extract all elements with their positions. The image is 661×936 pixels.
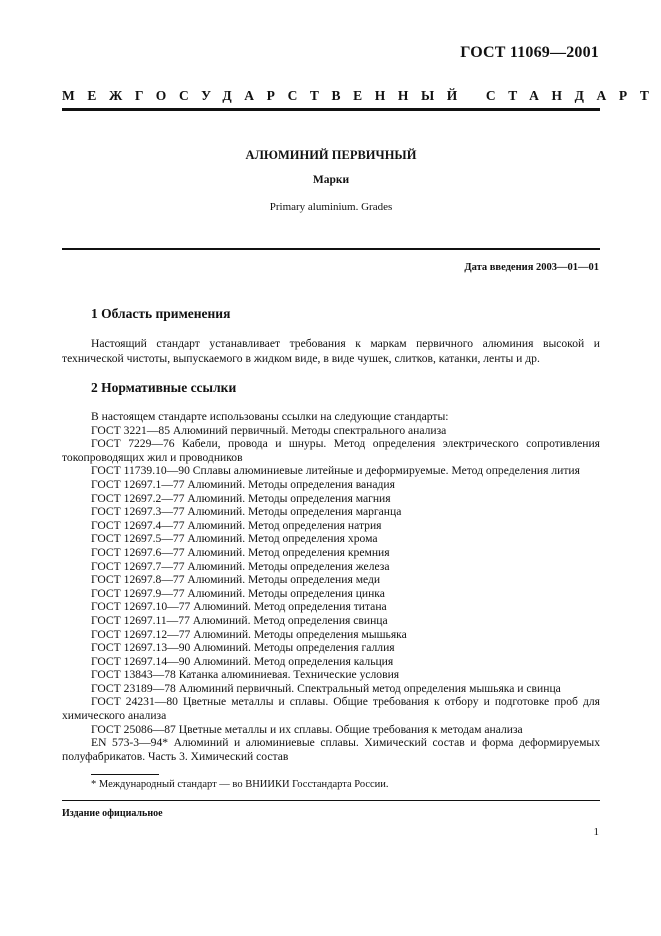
- page-number: 1: [593, 826, 599, 838]
- reference-item: ГОСТ 12697.1—77 Алюминий. Методы определения ванадия: [91, 477, 395, 491]
- document-title: АЛЮМИНИЙ ПЕРВИЧНЫЙ: [245, 148, 417, 162]
- reference-item: ГОСТ 12697.2—77 Алюминий. Методы определения магния: [91, 491, 391, 505]
- standard-banner: МЕЖГОСУДАРСТВЕННЫЙ СТАНДАРТ: [62, 88, 661, 103]
- edition-label: Издание официальное: [62, 808, 163, 819]
- english-title: Primary aluminium. Grades: [269, 201, 393, 213]
- header-rule: [62, 108, 600, 111]
- scope-text: Настоящий стандарт устанавливает требования к маркам первичного алюминия высокой и технической чистоты, выпускаемого в жидком виде, в виде чушек, слитков, катанки, ленты и др.: [62, 337, 600, 365]
- reference-item: ГОСТ 12697.14—90 Алюминий. Метод определения кальция: [91, 654, 394, 668]
- reference-item: ГОСТ 12697.4—77 Алюминий. Метод определения натрия: [91, 518, 382, 532]
- reference-item: ГОСТ 7229—76 Кабели, провода и шнуры. Метод определения электрического сопротивления токопроводящих жил и проводников: [62, 437, 600, 464]
- reference-item: ГОСТ 3221—85 Алюминий первичный. Методы спектрального анализа: [91, 423, 447, 437]
- reference-item: ГОСТ 23189—78 Алюминий первичный. Спектральный метод определения мышьяка и свинца: [91, 681, 561, 695]
- references-list: [62, 410, 600, 763]
- standard-code: ГОСТ 11069—2001: [460, 44, 599, 61]
- reference-item: ГОСТ 13843—78 Катанка алюминиевая. Технические условия: [91, 668, 400, 682]
- reference-item: ГОСТ 12697.8—77 Алюминий. Методы определения меди: [91, 573, 381, 587]
- reference-item: ГОСТ 12697.6—77 Алюминий. Метод определения кремния: [91, 545, 390, 559]
- reference-item: EN 573-3—94* Алюминий и алюминиевые сплавы. Химический состав и форма деформируемых полуфабрикатов. Часть 3. Химический состав: [62, 736, 600, 763]
- reference-item: ГОСТ 12697.10—77 Алюминий. Метод определения титана: [91, 600, 387, 614]
- reference-item: ГОСТ 12697.11—77 Алюминий. Метод определения свинца: [91, 613, 388, 627]
- reference-item: ГОСТ 12697.5—77 Алюминий. Метод определения хрома: [91, 532, 378, 546]
- introduction-date: Дата введения 2003—01—01: [464, 262, 599, 273]
- reference-item: ГОСТ 12697.3—77 Алюминий. Методы определения марганца: [91, 505, 402, 519]
- reference-item: ГОСТ 12697.13—90 Алюминий. Методы определения галлия: [91, 641, 395, 655]
- document-subtitle: Марки: [312, 174, 350, 186]
- footer-rule: [62, 800, 600, 801]
- section-heading-scope: 1 Область применения: [91, 306, 231, 321]
- footnote-rule: [91, 774, 159, 775]
- section-heading-references: 2 Нормативные ссылки: [91, 380, 237, 395]
- scope-paragraph: [62, 336, 600, 366]
- reference-item: ГОСТ 12697.9—77 Алюминий. Методы определения цинка: [91, 586, 385, 600]
- reference-item: ГОСТ 11739.10—90 Сплавы алюминиевые литейные и деформируемые. Метод определения лития: [91, 464, 580, 478]
- reference-item: ГОСТ 24231—80 Цветные металлы и сплавы. Общие требования к отбору и подготовке проб для химического анализа: [62, 695, 600, 723]
- references-intro: В настоящем стандарте использованы ссылки на следующие стандарты:: [91, 410, 449, 423]
- reference-item: ГОСТ 12697.12—77 Алюминий. Методы определения мышьяка: [91, 627, 407, 641]
- footnote: * Международный стандарт — во ВНИИКИ Госстандарта России.: [91, 779, 389, 790]
- reference-item: ГОСТ 25086—87 Цветные металлы и их сплавы. Общие требования к методам анализа: [91, 722, 523, 736]
- title-rule: [62, 248, 600, 250]
- reference-item: ГОСТ 12697.7—77 Алюминий. Методы определения железа: [91, 559, 390, 573]
